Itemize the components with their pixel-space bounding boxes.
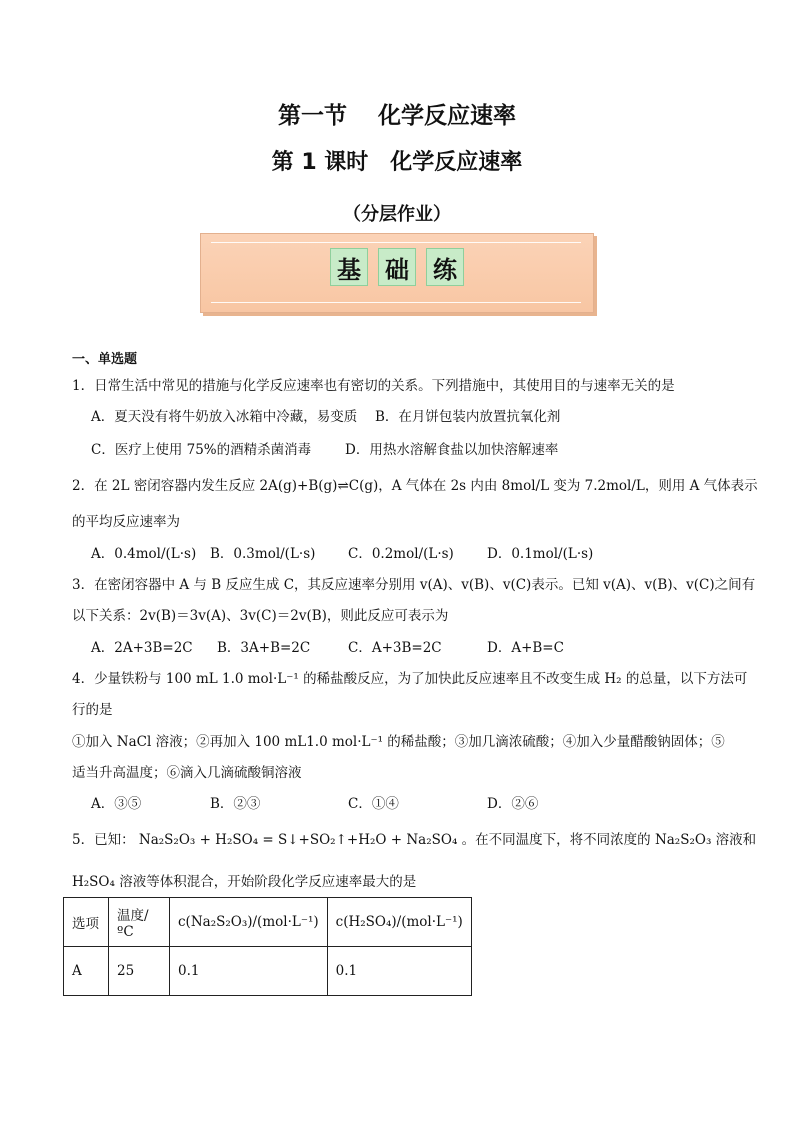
question-4-option-d: D．②⑥ [487,796,539,812]
question-4-stem-line2: 行的是 [72,702,113,718]
banner-rule-bottom [211,302,581,303]
banner-chars [201,248,593,286]
question-3-option-b: B．3A+B=2C [217,640,311,656]
table-header-row [64,898,472,947]
question-2-stem-line1: 2．在 2L 密闭容器内发生反应 2A(g)+B(g)⇌C(g)，A 气体在 2s 内由 8mol/L 变为 7.2mol/L，则用 A 气体表示 [72,478,758,494]
question-3-stem-line2: 以下关系：2v(B)＝3v(A)、3v(C)＝2v(B)，则此反应可表示为 [72,608,449,624]
question-5-stem-line1: 5．已知： Na₂S₂O₃ + H₂SO₄ = S↓+SO₂↑+H₂O + Na₂SO₄ 。在不同温度下，将不同浓度的 Na₂S₂O₃ 溶液和 [72,832,757,848]
question-3-stem-line1: 3．在密闭容器中 A 与 B 反应生成 C，其反应速率分别用 v(A)、v(B)、v(C)表示。已知 v(A)、v(B)、v(C)之间有 [72,577,756,593]
chapter-title: 第一节 化学反应速率 [277,103,516,129]
question-4-items-line2: 适当升高温度；⑥滴入几滴硫酸铜溶液 [72,765,302,781]
table-cell: 0.1 [170,947,328,996]
question-4-option-a: A．③⑤ [91,796,142,812]
banner-char: 础 [378,248,416,286]
question-3-option-a: A．2A+3B=2C [91,640,193,656]
table-cell: 0.1 [327,947,471,996]
question-4-option-b: B．②③ [210,796,261,812]
question-5-stem-line2: H₂SO₄ 溶液等体积混合，开始阶段化学反应速率最大的是 [72,874,417,890]
table-header-cell: 选项 [64,898,109,947]
question-4-items-line1: ①加入 NaCl 溶液；②再加入 100 mL1.0 mol·L⁻¹ 的稀盐酸；③加几滴浓硫酸；④加入少量醋酸钠固体；⑤ [72,734,725,750]
question-5-table [63,897,472,996]
question-1-option-b: B．在月饼包装内放置抗氧化剂 [375,409,561,425]
question-3-option-d: D．A+B=C [487,640,564,656]
banner-char: 基 [330,248,368,286]
lesson-title: 第 1 课时 化学反应速率 [271,150,523,175]
question-1-option-c: C．医疗上使用 75%的酒精杀菌消毒 [91,442,312,458]
table-row [64,947,472,996]
basic-practice-banner [200,233,594,313]
question-4-stem-line1: 4．少量铁粉与 100 mL 1.0 mol·L⁻¹ 的稀盐酸反应，为了加快此反应速率且不改变生成 H₂ 的总量，以下方法可 [72,671,748,687]
table-header-cell: 温度/ºC [109,898,170,947]
table-header-cell: c(H₂SO₄)/(mol·L⁻¹) [327,898,471,947]
question-4-option-c: C．①④ [348,796,399,812]
question-2-option-b: B．0.3mol/(L·s) [210,546,316,562]
question-2-option-d: D．0.1mol/(L·s) [487,546,594,562]
question-1-stem: 1．日常生活中常见的措施与化学反应速率也有密切的关系。下列措施中，其使用目的与速率无关的是 [72,378,675,394]
question-3-option-c: C．A+3B=2C [348,640,442,656]
banner-char: 练 [426,248,464,286]
table-cell: A [64,947,109,996]
question-2-option-a: A．0.4mol/(L·s) [91,546,197,562]
subtitle: （分层作业） [343,204,451,225]
table-header-cell: c(Na₂S₂O₃)/(mol·L⁻¹) [170,898,328,947]
question-2-stem-line2: 的平均反应速率为 [72,514,180,530]
section-heading: 一、单选题 [72,352,138,367]
question-1-option-a: A．夏天没有将牛奶放入冰箱中冷藏，易变质 [91,409,358,425]
question-1-option-d: D．用热水溶解食盐以加快溶解速率 [345,442,559,458]
table-cell: 25 [109,947,170,996]
question-2-option-c: C．0.2mol/(L·s) [348,546,454,562]
banner-rule-top [211,242,581,243]
